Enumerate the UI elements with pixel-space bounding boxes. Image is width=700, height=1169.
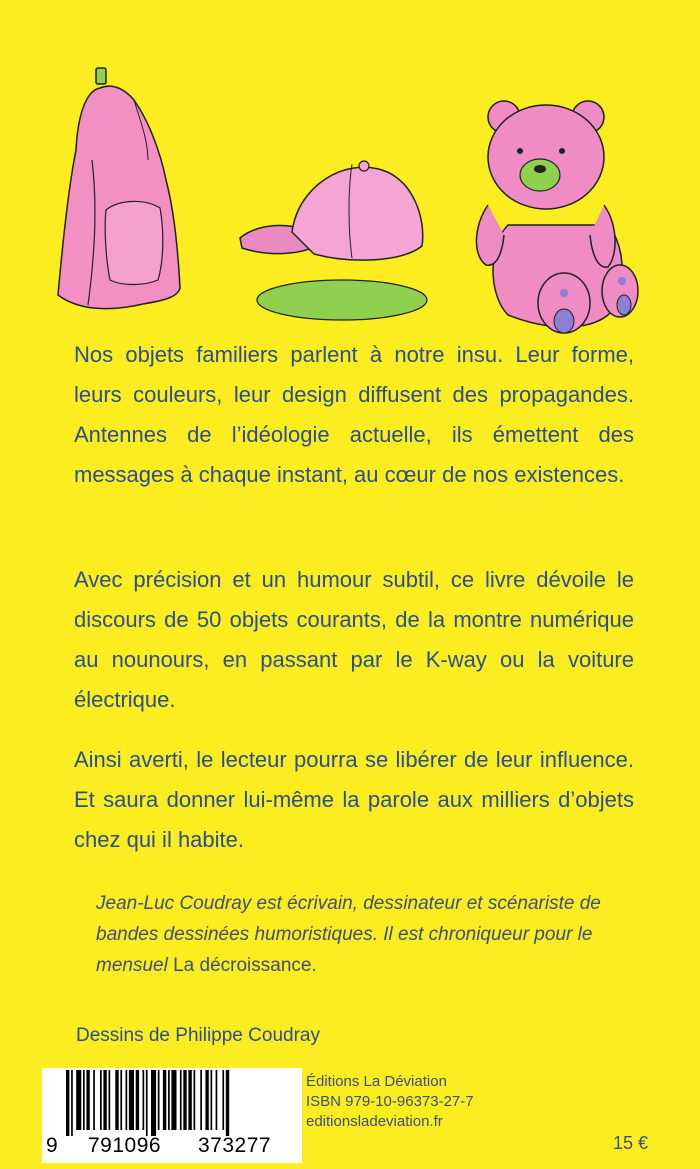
- barcode-group-1: 791096: [88, 1134, 162, 1157]
- publisher-website: editionsladeviation.fr: [306, 1113, 443, 1130]
- barcode-bar: [226, 1070, 229, 1136]
- description-paragraph-2: Avec précision et un humour subtil, ce livre dévoile le discours de 50 objets courants, de la montre numérique au nounours, en passant par le K-way ou la voiture électrique.: [74, 567, 634, 712]
- barcode-bar: [120, 1070, 122, 1130]
- barcode-bar: [183, 1070, 186, 1130]
- barcode-bar: [158, 1070, 160, 1130]
- barcode-bar: [103, 1070, 106, 1130]
- author-bio: [96, 888, 636, 981]
- barcode-bar: [163, 1070, 166, 1130]
- isbn-number: ISBN 979-10-96373-27-7: [306, 1093, 474, 1110]
- publisher-info: [306, 1072, 474, 1132]
- barcode-bar: [143, 1070, 145, 1130]
- barcode-bar: [86, 1070, 89, 1130]
- barcode-bar: [200, 1070, 202, 1130]
- barcode-bar: [205, 1070, 208, 1130]
- magazine-title: La décroissance: [173, 955, 312, 976]
- description-paragraph-1: Nos objets familiers parlent à notre insu. Leur forme, leurs couleurs, leur design diffusent des propagandes. Antennes de l’idéologie actuelle, ils émettent des messages à chaque instant, au cœur de nos existences.: [74, 342, 634, 487]
- barcode-bar: [109, 1070, 111, 1130]
- hoodie-illustration: [48, 60, 198, 320]
- cap-illustration: [232, 150, 432, 350]
- barcode-bar: [146, 1070, 148, 1136]
- barcode-bar: [194, 1070, 196, 1130]
- barcode-bar: [211, 1070, 213, 1130]
- barcode-bar: [188, 1070, 191, 1130]
- barcode-bar: [66, 1070, 69, 1136]
- illustrator-credit: Dessins de Philippe Coudray: [76, 1025, 320, 1046]
- barcode-bar: [93, 1070, 95, 1130]
- barcode-bar: [83, 1070, 85, 1130]
- illustrations: [0, 60, 700, 320]
- isbn-barcode: [42, 1068, 302, 1163]
- barcode-bar: [126, 1070, 128, 1130]
- barcode-bar: [115, 1070, 118, 1130]
- barcode-bar: [76, 1070, 81, 1130]
- teddy-bear-illustration: [468, 95, 638, 335]
- barcode-bar: [151, 1070, 156, 1136]
- barcode-bar: [71, 1070, 73, 1136]
- author-bio-text: Jean-Luc Coudray est écrivain, dessinateur et scénariste de bandes dessinées humoristiques. Il est chroniqueur pour le mensuel: [96, 893, 601, 976]
- barcode-digit-first: 9: [46, 1134, 59, 1157]
- barcode-bar: [100, 1070, 102, 1130]
- description-paragraph-3: Ainsi averti, le lecteur pourra se libérer de leur influence. Et saura donner lui-même la parole aux milliers d’objets chez qui il habite.: [74, 747, 634, 852]
- publisher-name: Éditions La Déviation: [306, 1073, 447, 1090]
- barcode-bars: [42, 1068, 302, 1138]
- author-bio-end: .: [311, 955, 317, 976]
- barcode-bar: [222, 1070, 224, 1130]
- barcode-bar: [171, 1070, 176, 1130]
- barcode-bar: [216, 1070, 218, 1130]
- barcode-bar: [129, 1070, 134, 1130]
- barcode-bar: [180, 1070, 182, 1130]
- barcode-bar: [136, 1070, 139, 1130]
- price: 15 €: [613, 1133, 649, 1153]
- barcode-bar: [168, 1070, 170, 1130]
- barcode-group-2: 373277: [198, 1134, 272, 1157]
